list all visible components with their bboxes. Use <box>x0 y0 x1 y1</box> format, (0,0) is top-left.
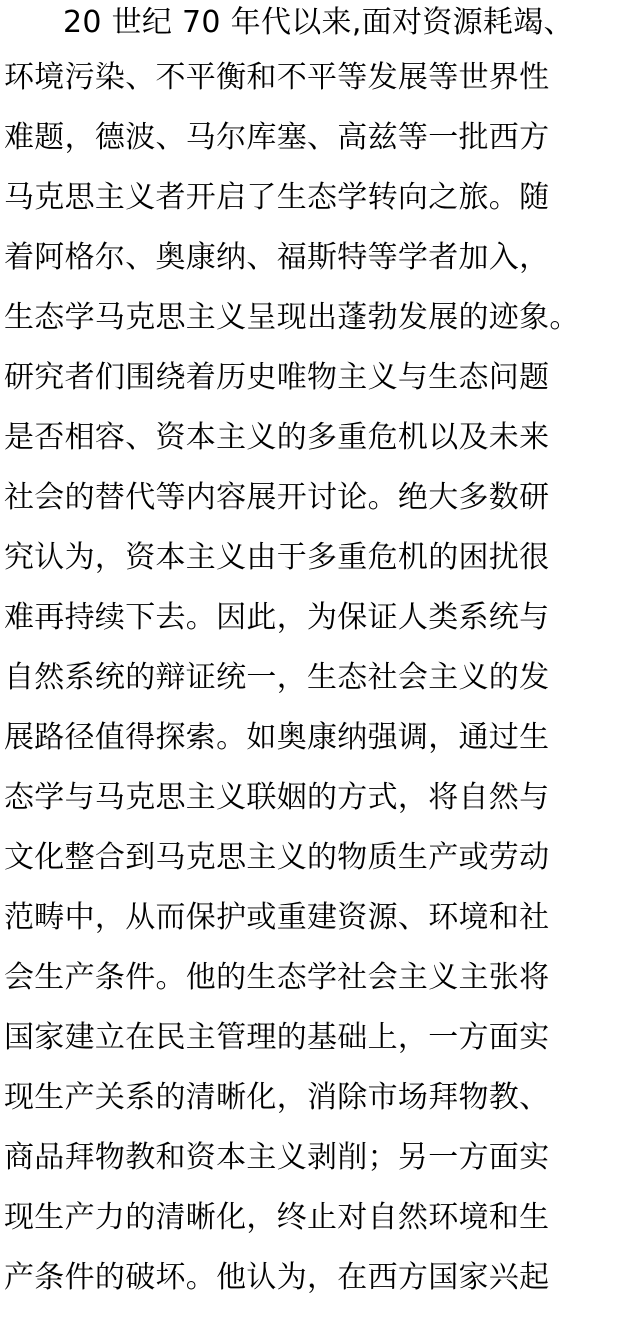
text-line-22: 产条件的破坏。他认为，在西方国家兴起 <box>4 1260 550 1295</box>
text-line-18: 国家建立在民主管理的基础上，一方面实 <box>4 1020 550 1055</box>
text-line-14: 态学与马克思主义联姻的方式，将自然与 <box>4 780 550 815</box>
text-line-20: 商品拜物教和资本主义剥削；另一方面实 <box>4 1140 550 1175</box>
text-line-8: 是否相容、资本主义的多重危机以及未来 <box>4 420 550 455</box>
text-line-7: 研究者们围绕着历史唯物主义与生态问题 <box>4 360 550 395</box>
text-line-12: 自然系统的辩证统一，生态社会主义的发 <box>4 660 550 695</box>
text-line-21: 现生产力的清晰化，终止对自然环境和生 <box>4 1200 550 1235</box>
text-line-6: 生态学马克思主义呈现出蓬勃发展的迹象。 <box>4 300 580 335</box>
text-line-10: 究认为，资本主义由于多重危机的困扰很 <box>4 540 550 575</box>
text-line-15: 文化整合到马克思主义的物质生产或劳动 <box>4 840 550 875</box>
text-line-1: 20 世纪 70 年代以来,面对资源耗竭、 <box>63 5 574 40</box>
text-line-11: 难再持续下去。因此，为保证人类系统与 <box>4 600 550 635</box>
text-line-16: 范畴中，从而保护或重建资源、环境和社 <box>4 900 550 935</box>
text-line-4: 马克思主义者开启了生态学转向之旅。随 <box>4 180 550 215</box>
text-line-2: 环境污染、不平衡和不平等发展等世界性 <box>4 60 550 95</box>
text-line-19: 现生产关系的清晰化，消除市场拜物教、 <box>4 1080 550 1115</box>
text-line-13: 展路径值得探索。如奥康纳强调，通过生 <box>4 720 550 755</box>
text-line-5: 着阿格尔、奥康纳、福斯特等学者加入， <box>4 240 550 275</box>
text-line-17: 会生产条件。他的生态学社会主义主张将 <box>4 960 550 995</box>
text-line-9: 社会的替代等内容展开讨论。绝大多数研 <box>4 480 550 515</box>
text-line-3: 难题，德波、马尔库塞、高兹等一批西方 <box>4 120 550 155</box>
